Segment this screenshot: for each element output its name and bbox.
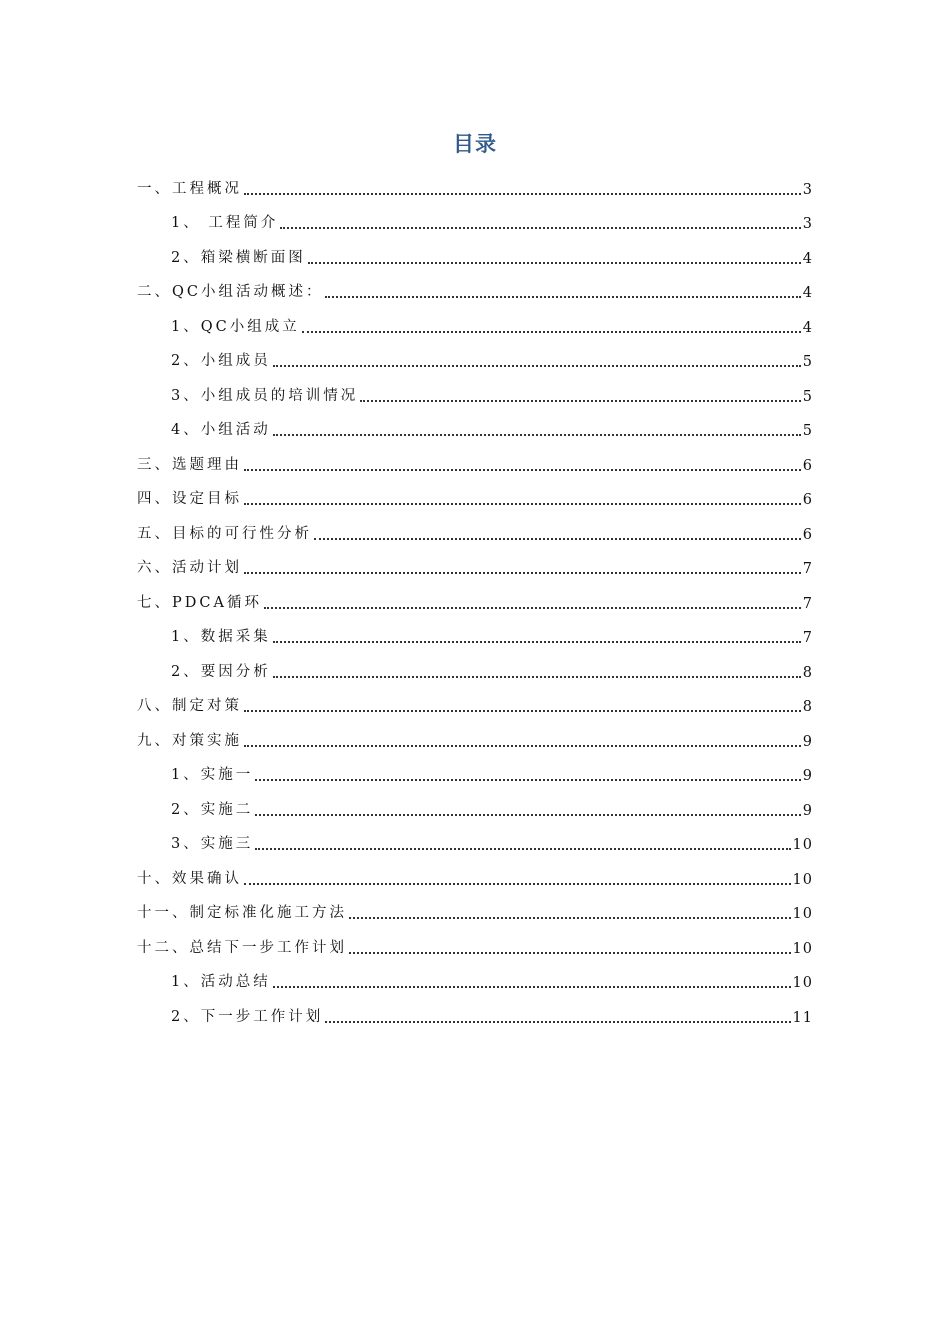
toc-entry-page-number: 9	[802, 733, 813, 750]
toc-dot-leader	[244, 710, 801, 712]
toc-entry-label: 三、选题理由	[137, 456, 242, 473]
toc-entry-label: 九、对策实施	[137, 732, 242, 749]
toc-entry-page-number: 10	[792, 975, 813, 991]
toc-entry-label: 十一、制定标准化施工方法	[137, 905, 347, 921]
toc-entry-page-number: 7	[802, 630, 813, 646]
toc-entry-page-number: 5	[802, 354, 813, 370]
toc-entry-label: 4、小组活动	[171, 422, 271, 438]
toc-entry-page-number: 3	[802, 181, 813, 198]
toc-dot-leader	[360, 400, 801, 402]
toc-entry-label: 八、制定对策	[137, 698, 242, 714]
toc-entry[interactable]	[137, 514, 813, 549]
toc-entry[interactable]	[137, 583, 813, 618]
toc-dot-leader	[244, 883, 791, 885]
toc-entry[interactable]	[137, 445, 813, 480]
toc-entry-label: 1、 工程简介	[171, 215, 279, 231]
toc-title: 目录	[453, 132, 497, 156]
toc-entry[interactable]	[137, 687, 813, 722]
toc-entry-page-number: 10	[792, 906, 813, 922]
toc-entry[interactable]	[137, 549, 813, 584]
toc-entry-label: 十、效果确认	[137, 870, 242, 887]
toc-entry[interactable]	[137, 790, 813, 825]
toc-dot-leader	[273, 641, 801, 643]
toc-entry[interactable]	[137, 307, 813, 342]
toc-entry-label: 1、数据采集	[171, 629, 271, 645]
toc-entry-page-number: 6	[802, 492, 813, 508]
toc-entry-page-number: 4	[802, 319, 813, 336]
toc-entry[interactable]	[137, 204, 813, 239]
toc-dot-leader	[255, 779, 801, 781]
toc-entry-label: 2、箱梁横断面图	[171, 249, 306, 266]
toc-dot-leader	[349, 952, 791, 954]
toc-dot-leader	[244, 745, 801, 747]
toc-entry-label: 2、要因分析	[171, 663, 271, 680]
toc-entry[interactable]	[137, 928, 813, 963]
toc-entry[interactable]	[137, 376, 813, 411]
toc-entry-page-number: 10	[792, 837, 813, 853]
toc-entry-label: 1、活动总结	[171, 974, 271, 990]
toc-entry[interactable]	[137, 721, 813, 756]
toc-entry[interactable]	[137, 342, 813, 377]
toc-entry-page-number: 3	[802, 216, 813, 232]
toc-entry-label: 3、实施三	[171, 836, 254, 852]
toc-dot-leader	[273, 986, 791, 988]
toc-entry[interactable]	[137, 997, 813, 1032]
toc-entry-label: 一、工程概况	[137, 180, 242, 197]
toc-entry[interactable]	[137, 169, 813, 204]
toc-dot-leader	[255, 814, 801, 816]
toc-dot-leader	[244, 503, 801, 505]
toc-entry-label: 3、小组成员的培训情况	[171, 387, 359, 404]
toc-dot-leader	[255, 848, 790, 850]
toc-entry-label: 1、QC小组成立	[171, 318, 300, 335]
toc-entry-page-number: 7	[802, 595, 813, 612]
toc-entry-page-number: 9	[802, 768, 813, 784]
toc-entry-label: 二、QC小组活动概述：	[137, 284, 324, 300]
toc-entry[interactable]	[137, 273, 813, 308]
toc-entry-page-number: 10	[792, 940, 813, 957]
toc-entry-page-number: 5	[802, 388, 813, 405]
toc-entry-page-number: 4	[802, 285, 813, 301]
toc-entry-label: 六、活动计划	[137, 560, 242, 576]
toc-dot-leader	[244, 193, 801, 195]
toc-entry-label: 四、设定目标	[137, 491, 242, 507]
toc-entry-page-number: 4	[802, 250, 813, 267]
toc-dot-leader	[308, 262, 801, 264]
toc-dot-leader	[244, 572, 801, 574]
toc-entry-page-number: 8	[802, 699, 813, 715]
toc-dot-leader	[302, 331, 801, 333]
toc-entry-page-number: 9	[802, 802, 813, 819]
toc-dot-leader	[264, 607, 801, 609]
toc-entry-page-number: 5	[802, 423, 813, 439]
toc-entry-label: 十二、总结下一步工作计划	[137, 939, 347, 956]
toc-dot-leader	[314, 538, 801, 540]
toc-dot-leader	[349, 917, 791, 919]
toc-entry-page-number: 6	[802, 457, 813, 474]
toc-entry-page-number: 7	[802, 561, 813, 577]
toc-entry[interactable]	[137, 859, 813, 894]
toc-entry-label: 2、实施二	[171, 801, 254, 818]
toc-entry[interactable]	[137, 756, 813, 791]
toc-entry[interactable]	[137, 411, 813, 446]
toc-entry-label: 2、下一步工作计划	[171, 1008, 324, 1025]
toc-entry[interactable]	[137, 894, 813, 929]
toc-entry[interactable]	[137, 618, 813, 653]
toc-dot-leader	[273, 676, 801, 678]
toc-entry-label: 2、小组成员	[171, 353, 271, 369]
toc-entry-page-number: 6	[802, 526, 813, 543]
toc-dot-leader	[325, 1021, 790, 1023]
toc-entry-label: 七、PDCA循环	[137, 594, 262, 611]
toc-entry[interactable]	[137, 963, 813, 998]
toc-dot-leader	[273, 434, 801, 436]
toc-entry-page-number: 8	[802, 664, 813, 681]
toc-entry[interactable]	[137, 238, 813, 273]
toc-entry-page-number: 10	[792, 871, 813, 888]
toc-dot-leader	[244, 469, 801, 471]
toc-entry-page-number: 11	[792, 1009, 813, 1026]
toc-entry[interactable]	[137, 825, 813, 860]
toc-entry[interactable]	[137, 652, 813, 687]
toc-dot-leader	[325, 296, 800, 298]
toc-entry[interactable]	[137, 480, 813, 515]
table-of-contents	[137, 169, 813, 1032]
toc-dot-leader	[273, 365, 801, 367]
toc-dot-leader	[280, 227, 800, 229]
toc-entry-label: 1、实施一	[171, 767, 254, 783]
toc-entry-label: 五、目标的可行性分析	[137, 525, 312, 542]
